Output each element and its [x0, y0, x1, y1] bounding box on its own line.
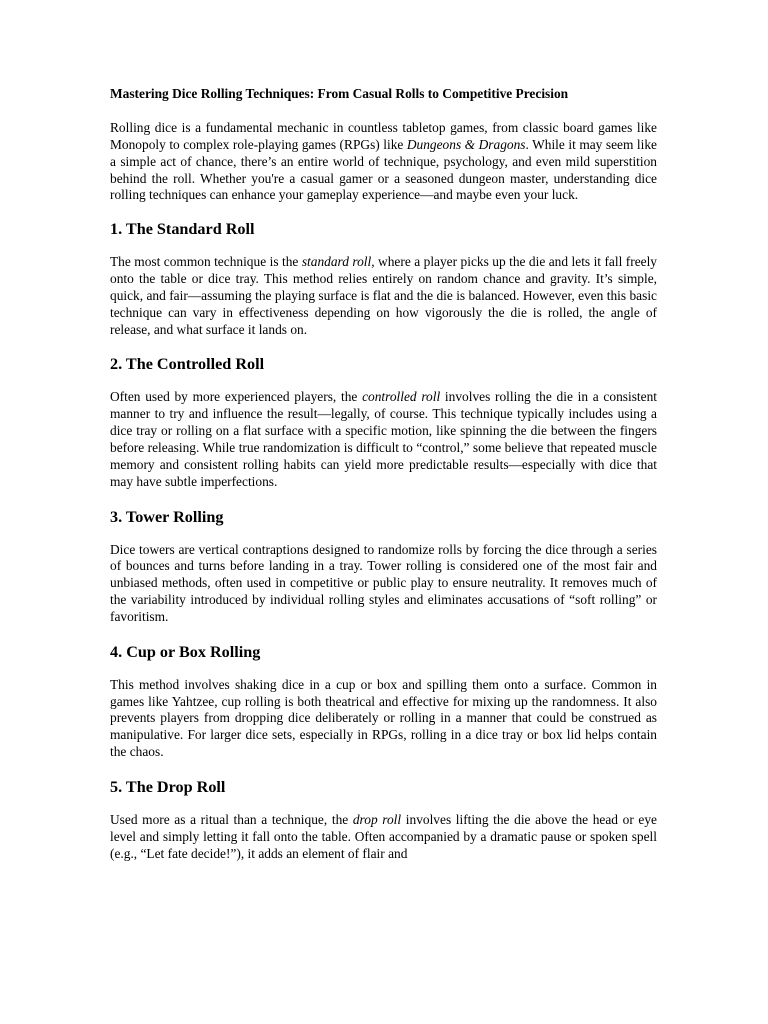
- section-paragraph: This method involves shaking dice in a cup or box and spilling them onto a surface. Common in games like Yahtzee, cup rolling is both theatrical and effective for mixing up the randomness. It also prevents players from dropping dice deliberately or rolling in a manner that could be construed as manipulative. For larger dice sets, especially in RPGs, rolling in a dice tray or box lid helps contain the chaos.: [110, 676, 657, 760]
- section-heading: 1. The Standard Roll: [110, 220, 255, 239]
- section-paragraph: [110, 389, 657, 490]
- intro-text-after: . While it may seem like a simple act of chance, there’s an entire world of technique, psychology, and even mild superstition behind the roll. Whether you're a casual gamer or a seasoned dungeon master, understanding dice rolling techniques can enhance your gameplay experience—and maybe even your luck.: [110, 136, 657, 203]
- section-tower-rolling: [110, 507, 657, 626]
- section-italic-text: controlled roll: [362, 389, 441, 405]
- section-heading: 4. Cup or Box Rolling: [110, 642, 261, 661]
- section-standard-roll: [110, 219, 657, 338]
- section-heading: 5. The Drop Roll: [110, 777, 226, 796]
- section-heading: 2. The Controlled Roll: [110, 355, 265, 374]
- section-text-before: Used more as a ritual than a technique, the: [110, 811, 353, 827]
- section-text-after: involves lifting the die above the head or eye level and simply letting it fall onto the table. Often accompanied by a dramatic pause or spoken spell (e.g., “Let fate decide!”), it adds an element of flair and: [110, 811, 658, 861]
- section-text-before: The most common technique is the: [110, 254, 302, 270]
- section-text-after: , where a player picks up the die and lets it fall freely onto the table or dice tray. This method relies entirely on random chance and gravity. It’s simple, quick, and fair—assuming the playing surface is flat and the die is balanced. However, even this basic technique can vary in effectiveness depending on how vigorously the die is rolled, the angle of release, and what surface it lands on.: [110, 254, 657, 337]
- section-italic-text: standard roll: [301, 254, 372, 270]
- section-text-after: involves rolling the die in a consistent manner to try and influence the result—legally, of course. This technique typically includes using a dice tray or rolling on a flat surface with a specific motion, like spinning the die between the fingers before releasing. While true randomization is difficult to “control,” some believe that repeated muscle memory and consistent rolling habits can yield more predictable results—especially with dice that may have subtle imperfections.: [110, 389, 657, 489]
- document-page: [110, 86, 657, 862]
- section-cup-or-box-rolling: [110, 642, 657, 761]
- intro-paragraph: [110, 120, 657, 204]
- section-controlled-roll: [110, 354, 657, 490]
- section-paragraph: [110, 254, 657, 338]
- document-title: Mastering Dice Rolling Techniques: From Casual Rolls to Competitive Precision: [110, 86, 569, 101]
- section-drop-roll: [110, 777, 657, 863]
- intro-italic-text: Dungeons & Dragons: [406, 136, 526, 152]
- section-paragraph: [110, 812, 657, 863]
- section-heading: 3. Tower Rolling: [110, 507, 224, 526]
- section-paragraph: Dice towers are vertical contraptions designed to randomize rolls by forcing the dice through a series of bounces and turns before landing in a tray. Tower rolling is considered one of the most fair and unbiased methods, often used in competitive or public play to ensure neutrality. It removes much of the variability introduced by individual rolling styles and eliminates accusations of “soft rolling” or favoritism.: [110, 541, 657, 624]
- section-italic-text: drop roll: [352, 811, 402, 827]
- intro-text-before: Rolling dice is a fundamental mechanic in countless tabletop games, from classic board games like Monopoly to complex role-playing games (RPGs) like: [110, 120, 657, 152]
- section-text-before: Often used by more experienced players, the: [110, 389, 363, 405]
